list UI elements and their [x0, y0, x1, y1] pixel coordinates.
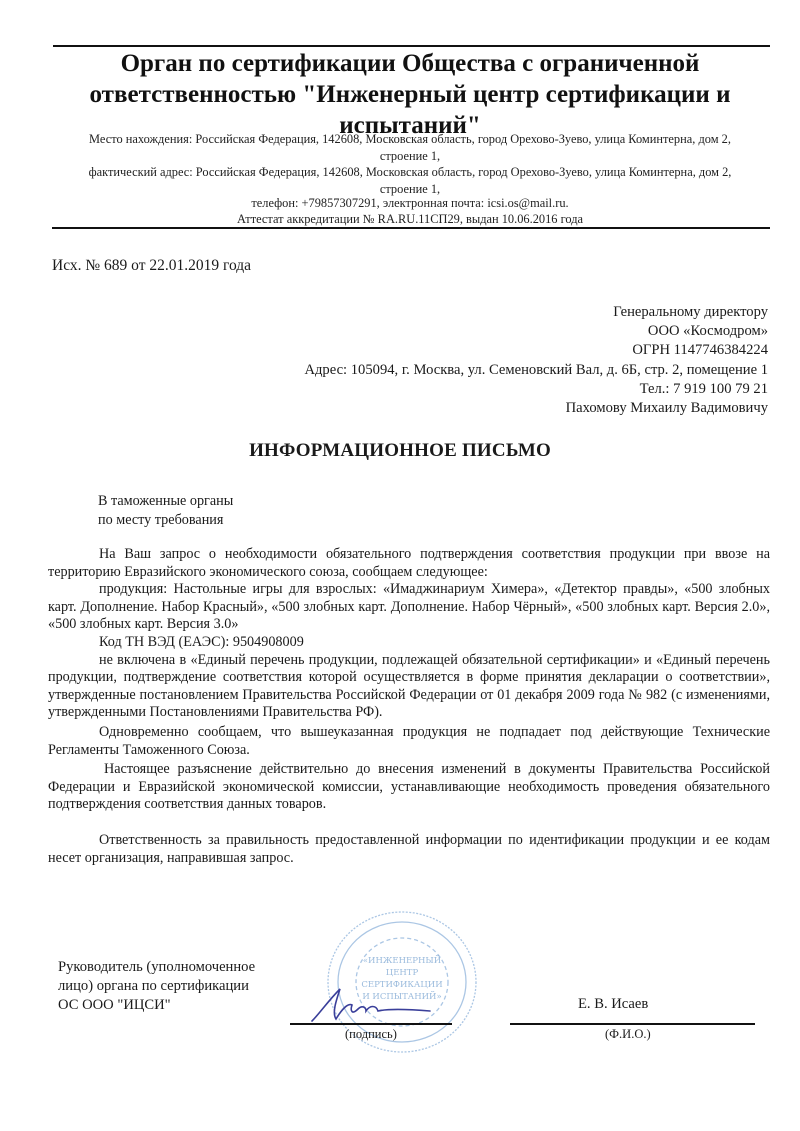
recipient-position: Генеральному директору — [613, 304, 768, 320]
stamp-line4: И ИСПЫТАНИЙ» — [362, 992, 442, 1002]
accreditation: Аттестат аккредитации № RA.RU.11СП29, выдан 10.06.2016 года — [236, 212, 584, 226]
header-bottom-rule — [52, 227, 770, 229]
actual-address — [50, 164, 770, 197]
addressee-block — [98, 492, 233, 530]
org-title-line3: испытаний" — [339, 112, 481, 139]
handwritten-signature-icon — [306, 983, 446, 1025]
stamp-line2: ЦЕНТР — [385, 968, 419, 978]
addressee-line2: по месту требования — [98, 512, 224, 528]
stamp-line1: «ИНЖЕНЕРНЫЙ — [362, 956, 442, 966]
actual-address-line2: строение 1, — [379, 181, 441, 196]
paragraph-intro: На Ваш запрос о необходимости обязательного подтверждения соответствия продукции при ввозе на территорию Евразийского экономического союза, сообщаем следующее: — [48, 546, 770, 580]
paragraph-validity: Настоящее разъяснение действительно до внесения изменений в документы Правительства Российской Федерации и Евразийской экономической комиссии, устанавливающие необходимость проведения обязательного подтверждения соответствия данных товаров. — [48, 761, 770, 813]
paragraph-tech-regs: Одновременно сообщаем, что вышеуказанная продукция не подпадает под действующие Технические Регламенты Таможенного Союза. — [48, 723, 770, 758]
signatory-role — [58, 958, 255, 1015]
recipient-ogrn: ОГРН 1147746384224 — [632, 342, 768, 359]
signatory-role-line3: ОС ООО "ИЦСИ" — [58, 997, 171, 1013]
signatory-role-line2: лицо) органа по сертификации — [58, 978, 249, 994]
signature-caption: (подпись) — [345, 1027, 397, 1041]
letter-body — [48, 546, 770, 867]
recipient-name: Пахомову Михаилу Вадимовичу — [565, 400, 768, 417]
signature-line — [290, 1023, 452, 1025]
recipient-phone: Тел.: 7 919 100 79 21 — [639, 380, 768, 397]
recipient-company: ООО «Космодром» — [647, 323, 768, 340]
addressee-line1: В таможенные органы — [98, 493, 234, 509]
org-title-line2: ответственностью "Инженерный центр сертификации и — [89, 81, 731, 108]
name-line — [510, 1023, 755, 1025]
document-title: ИНФОРМАЦИОННОЕ ПИСЬМО — [249, 440, 551, 461]
paragraph-tn-ved: Код ТН ВЭД (ЕАЭС): 9504908009 — [99, 633, 304, 650]
actual-address-line1: фактический адрес: Российская Федерация, 142608, Московская область, город Орехово-Зуево, улица Коминтерна, дом 2, — [88, 165, 732, 179]
paragraph-not-included: не включена в «Единый перечень продукции, подлежащей обязательной сертификации» и «Единый перечень продукции, подтверждение соответствия которой осуществляется в форме принятия декларации о соответствии», утвержденные постановлением Правительства Российской Федерации от 01 декабря 2009 года № 982 (с изменениями, утвержденными Постановлениями Правительства РФ). — [48, 651, 770, 721]
legal-address-line2: строение 1, — [379, 148, 441, 163]
header-top-rule — [53, 45, 770, 47]
legal-address-line1: Место нахождения: Российская Федерация, 142608, Московская область, город Орехово-Зуево, улица Коминтерна, дом 2, — [89, 132, 731, 146]
recipient-block — [304, 303, 768, 418]
stamp-line3: СЕРТИФИКАЦИИ — [361, 980, 443, 990]
org-title-line1: Орган по сертификации Общества с ограниченной — [120, 50, 700, 77]
contacts: телефон: +79857307291, электронная почта: icsi.os@mail.ru. — [251, 196, 569, 210]
recipient-address: Адрес: 105094, г. Москва, ул. Семеновский Вал, д. 6Б, стр. 2, помещение 1 — [304, 361, 768, 378]
signatory-role-line1: Руководитель (уполномоченное — [58, 959, 256, 975]
name-caption: (Ф.И.О.) — [605, 1027, 651, 1041]
paragraph-responsibility: Ответственность за правильность предоставленной информации по идентификации продукции и ее кодам несет организация, направившая запрос. — [48, 831, 770, 866]
signer-name: Е. В. Исаев — [578, 996, 649, 1012]
paragraph-products: продукция: Настольные игры для взрослых: «Имаджинариум Химера», «Детектор правды», «500 злобных карт. Дополнение. Набор Красный», «500 злобных карт. Дополнение. Набор Чёрный», «500 злобных карт. Версия 2.0», «500 злобных карт. Версия 3.0» — [48, 581, 770, 633]
org-title — [50, 48, 770, 141]
legal-address — [50, 131, 770, 164]
outgoing-reference: Исх. № 689 от 22.01.2019 года — [52, 257, 252, 274]
